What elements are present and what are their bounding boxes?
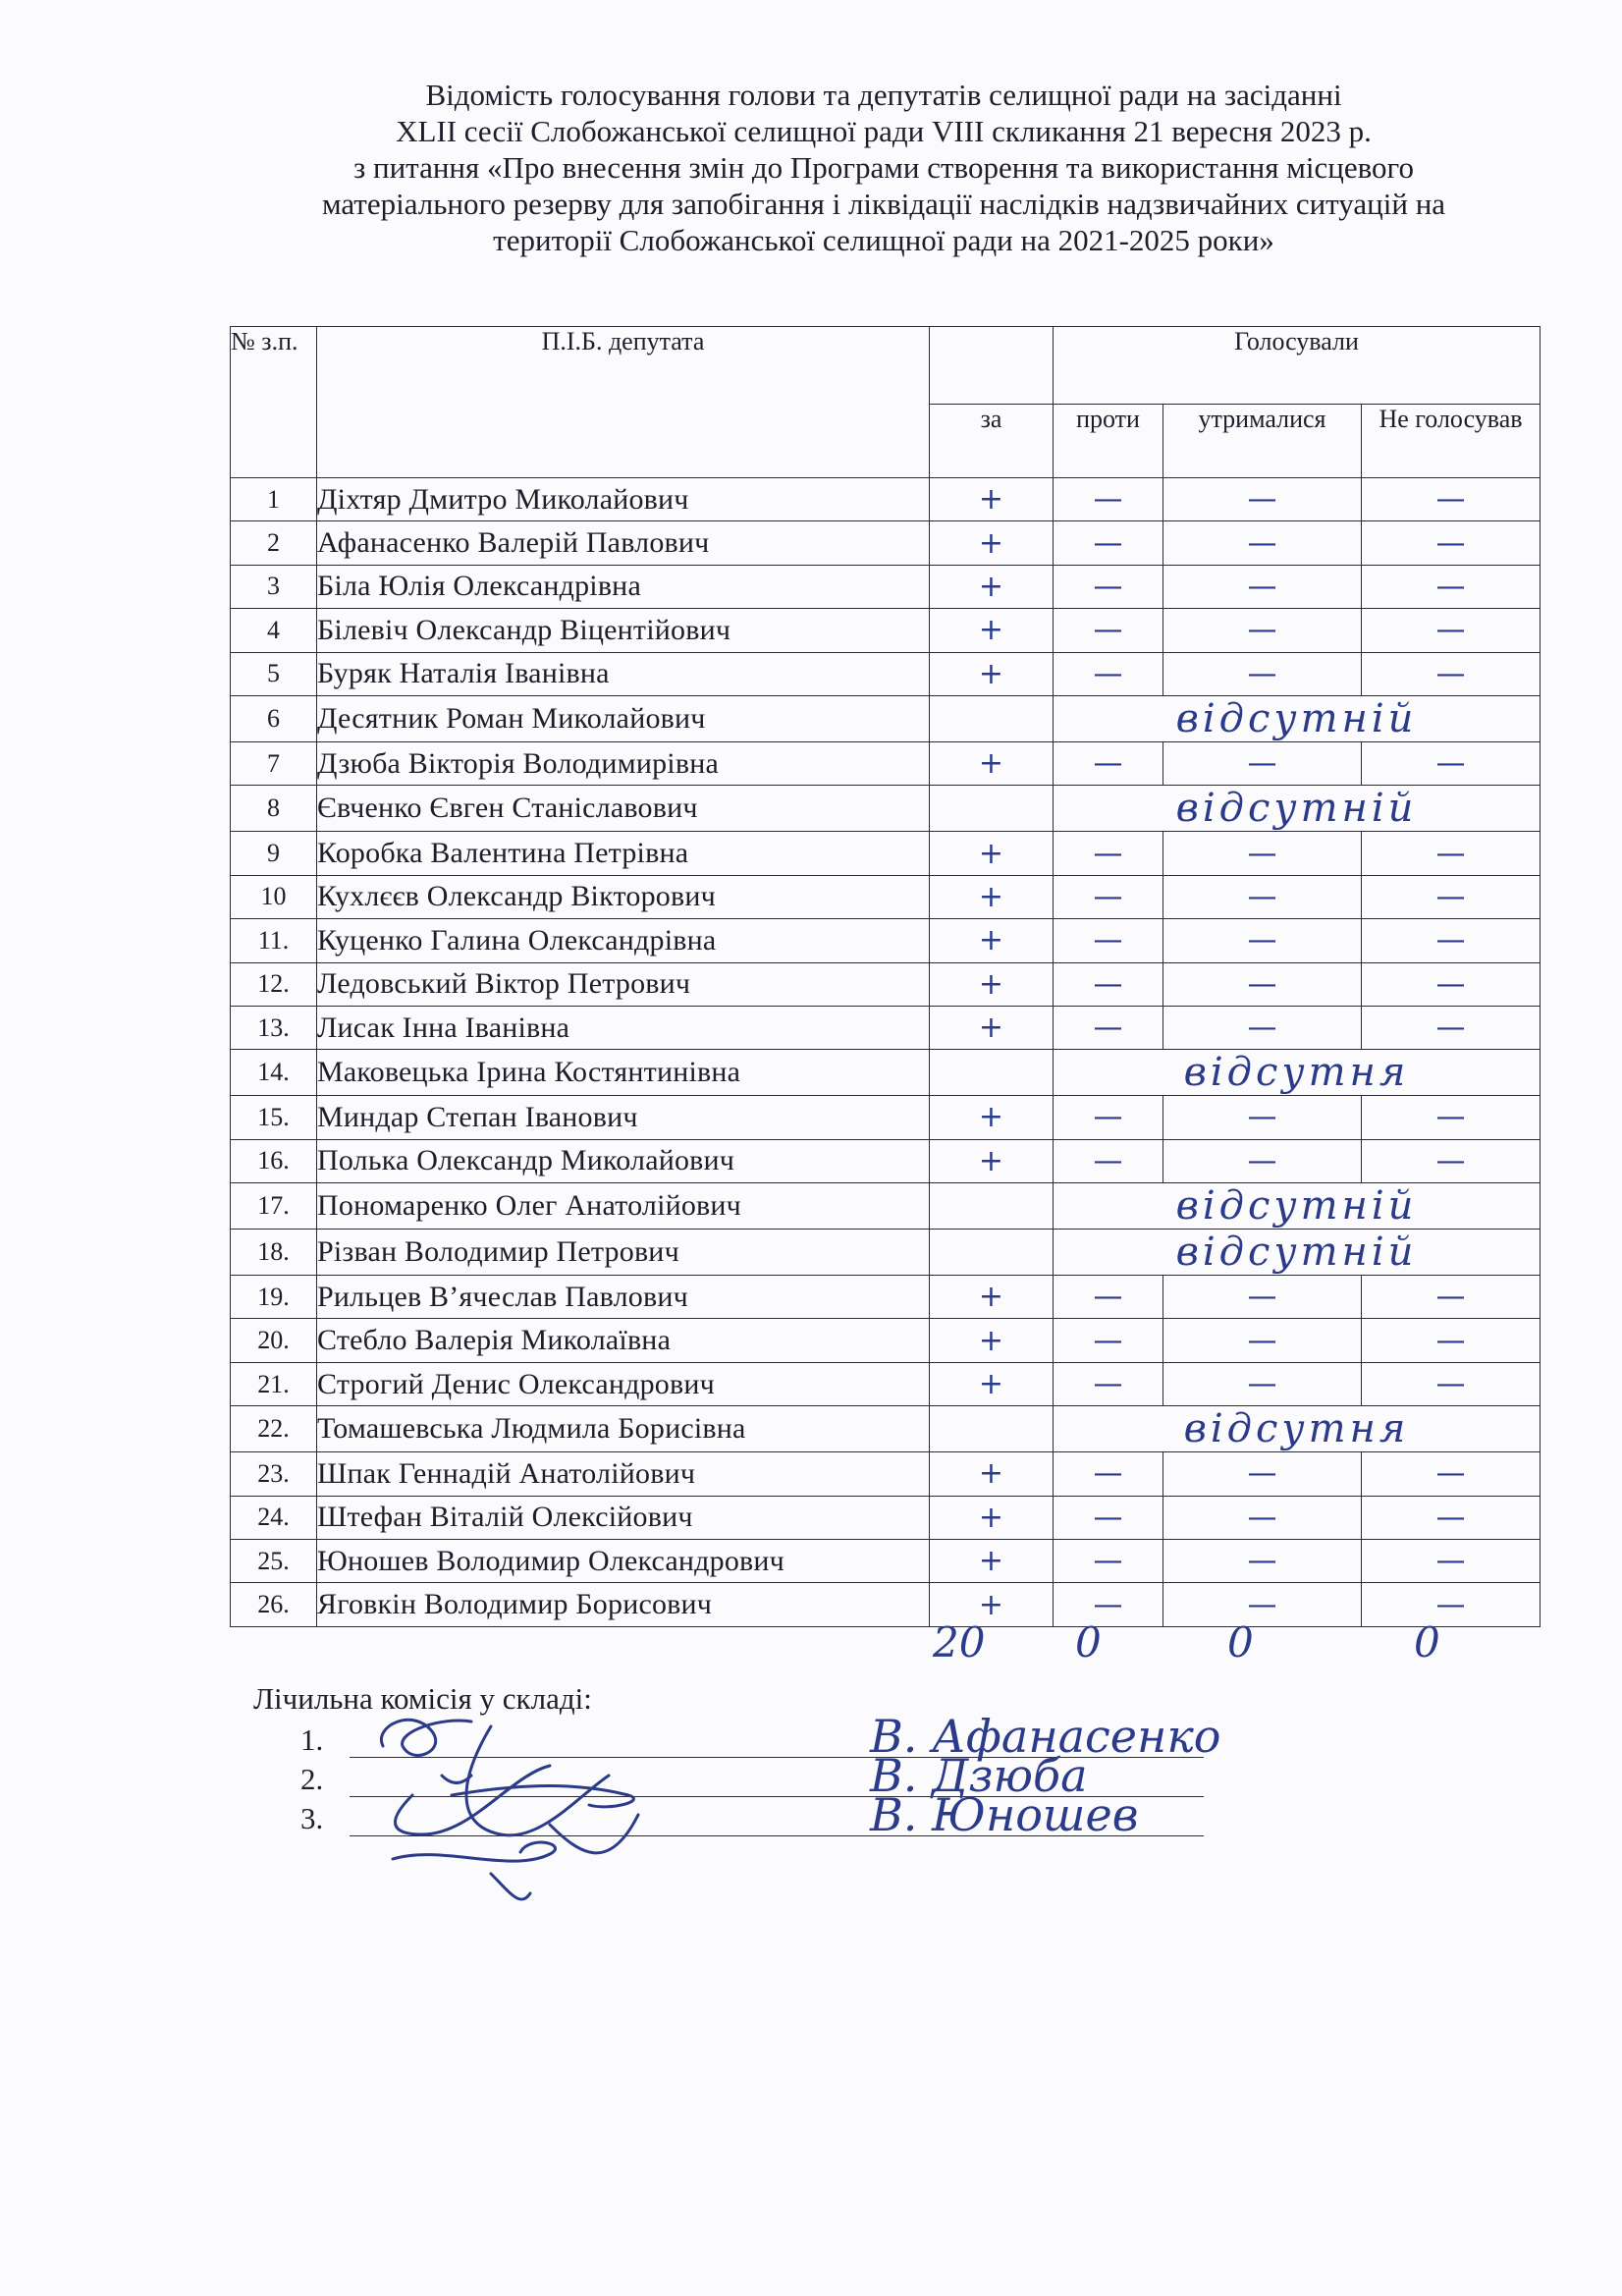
deputy-name: Миндар Степан Іванович [317,1096,930,1139]
table-row [231,1139,1541,1182]
vote-not-voted: — [1362,521,1541,565]
vote-not-voted: — [1362,609,1541,652]
member-index: 1. [300,1722,324,1757]
vote-for: + [930,832,1054,875]
table-row [231,741,1541,785]
vote-for [930,1406,1054,1452]
row-number: 13. [231,1006,317,1049]
column-header-name: П.І.Б. депутата [317,327,930,478]
table-row [231,786,1541,832]
table-row [231,1096,1541,1139]
vote-abstained: — [1163,1096,1362,1139]
deputy-name: Томашевська Людмила Борисівна [317,1406,930,1452]
vote-against: — [1054,1496,1163,1539]
table-row [231,652,1541,695]
table-row [231,565,1541,608]
vote-for: + [930,1139,1054,1182]
deputy-name: Ледовський Віктор Петрович [317,962,930,1006]
row-number: 1 [231,478,317,521]
table-row [231,875,1541,918]
deputy-name: Лисак Інна Іванівна [317,1006,930,1049]
member-name: В. Юношев [870,1788,1139,1841]
table-row [231,1362,1541,1405]
vote-for: + [930,919,1054,962]
voting-table [230,326,1541,1627]
vote-for: + [930,1006,1054,1049]
deputy-name: Буряк Наталія Іванівна [317,652,930,695]
vote-not-voted: — [1362,1276,1541,1319]
vote-abstained: — [1163,1540,1362,1583]
vote-not-voted: — [1362,565,1541,608]
vote-abstained: — [1163,478,1362,521]
vote-against: — [1054,1540,1163,1583]
deputy-name: Десятник Роман Миколайович [317,695,930,741]
table-row [231,521,1541,565]
vote-against: — [1054,1583,1163,1626]
deputy-name: Полька Олександр Миколайович [317,1139,930,1182]
total-not-voted: 0 [1414,1618,1440,1667]
deputy-name: Діхтяр Дмитро Миколайович [317,478,930,521]
row-number: 7 [231,741,317,785]
column-header-voted: Голосували [1054,327,1541,405]
vote-abstained: — [1163,1583,1362,1626]
table-row [231,1583,1541,1626]
deputy-name: Різван Володимир Петрович [317,1230,930,1276]
vote-against: — [1054,1139,1163,1182]
vote-abstained: — [1163,832,1362,875]
row-number: 24. [231,1496,317,1539]
row-number: 23. [231,1452,317,1496]
vote-for: + [930,1096,1054,1139]
member-index: 2. [300,1762,324,1796]
column-header-against: проти [1054,405,1163,478]
vote-against: — [1054,919,1163,962]
row-number: 20. [231,1319,317,1362]
vote-not-voted: — [1362,962,1541,1006]
vote-against: — [1054,1276,1163,1319]
vote-against: — [1054,1006,1163,1049]
table-row [231,919,1541,962]
vote-for: + [930,521,1054,565]
vote-abstained: — [1163,741,1362,785]
vote-for: + [930,565,1054,608]
table-row [231,695,1541,741]
vote-abstained: — [1163,1276,1362,1319]
absent-mark: відсутній [1054,695,1541,741]
row-number: 21. [231,1362,317,1405]
deputy-name: Юношев Володимир Олександрович [317,1540,930,1583]
vote-against: — [1054,741,1163,785]
vote-against: — [1054,875,1163,918]
heading-line-5: території Слобожанської селищної ради на 2021-2025 роки» [493,223,1274,257]
deputy-name: Білевіч Олександр Віцентійович [317,609,930,652]
vote-not-voted: — [1362,1496,1541,1539]
vote-for: + [930,652,1054,695]
deputy-name: Рильцев В’ячеслав Павлович [317,1276,930,1319]
column-header-not-voted: Не голосував [1362,405,1541,478]
total-abstained: 0 [1227,1618,1254,1667]
vote-abstained: — [1163,1496,1362,1539]
row-number: 9 [231,832,317,875]
deputy-name: Шпак Геннадій Анатолійович [317,1452,930,1496]
vote-against: — [1054,962,1163,1006]
vote-against: — [1054,565,1163,608]
vote-abstained: — [1163,1319,1362,1362]
vote-not-voted: — [1362,1139,1541,1182]
vote-for: + [930,875,1054,918]
table-row [231,1406,1541,1452]
deputy-name: Яговкін Володимир Борисович [317,1583,930,1626]
column-header-for: за [930,405,1054,478]
vote-not-voted: — [1362,741,1541,785]
vote-against: — [1054,609,1163,652]
heading-line-1: Відомість голосування голови та депутатів селищної ради на засіданні [425,78,1342,112]
vote-abstained: — [1163,652,1362,695]
row-number: 26. [231,1583,317,1626]
table-row [231,1050,1541,1096]
absent-mark: відсутній [1054,786,1541,832]
heading-line-4: матеріального резерву для запобігання і ліквідації наслідків надзвичайних ситуацій на [321,187,1446,221]
vote-abstained: — [1163,875,1362,918]
row-number: 12. [231,962,317,1006]
row-number: 15. [231,1096,317,1139]
vote-abstained: — [1163,521,1362,565]
vote-for: + [930,1319,1054,1362]
vote-for [930,1183,1054,1230]
vote-abstained: — [1163,1139,1362,1182]
deputy-name: Строгий Денис Олександрович [317,1362,930,1405]
vote-not-voted: — [1362,1006,1541,1049]
deputy-name: Євченко Євген Станіславович [317,786,930,832]
vote-for [930,695,1054,741]
vote-not-voted: — [1362,1319,1541,1362]
member-index: 3. [300,1801,324,1835]
row-number: 14. [231,1050,317,1096]
row-number: 4 [231,609,317,652]
vote-for: + [930,1540,1054,1583]
vote-for: + [930,741,1054,785]
row-number: 8 [231,786,317,832]
deputy-name: Стебло Валерія Миколаївна [317,1319,930,1362]
heading-line-2: XLII сесії Слобожанської селищної ради VIII скликання 21 вересня 2023 р. [396,114,1372,148]
member-name: В. Дзюба [870,1749,1088,1802]
vote-not-voted: — [1362,1362,1541,1405]
vote-for: + [930,609,1054,652]
deputy-name: Пономаренко Олег Анатолійович [317,1183,930,1230]
table-row [231,1276,1541,1319]
vote-for [930,786,1054,832]
vote-abstained: — [1163,609,1362,652]
table-row [231,1230,1541,1276]
vote-for: + [930,478,1054,521]
vote-against: — [1054,521,1163,565]
commission-title: Лічильна комісія у складі: [253,1681,592,1716]
vote-not-voted: — [1362,832,1541,875]
row-number: 17. [231,1183,317,1230]
deputy-name: Дзюба Вікторія Володимирівна [317,741,930,785]
vote-against: — [1054,1096,1163,1139]
vote-not-voted: — [1362,478,1541,521]
vote-against: — [1054,1362,1163,1405]
vote-against: — [1054,652,1163,695]
vote-against: — [1054,478,1163,521]
row-number: 5 [231,652,317,695]
vote-for: + [930,1276,1054,1319]
column-header-blank [930,327,1054,405]
vote-for: + [930,1583,1054,1626]
row-number: 3 [231,565,317,608]
absent-mark: відсутня [1054,1050,1541,1096]
table-row [231,1452,1541,1496]
vote-not-voted: — [1362,652,1541,695]
total-for: 20 [933,1618,986,1667]
vote-abstained: — [1163,919,1362,962]
deputy-name: Афанасенко Валерій Павлович [317,521,930,565]
vote-for: + [930,962,1054,1006]
vote-abstained: — [1163,1006,1362,1049]
vote-not-voted: — [1362,875,1541,918]
heading-line-3: з питання «Про внесення змін до Програми створення та використання місцевого [352,150,1414,185]
voting-table-body [231,478,1541,1627]
vote-against: — [1054,1319,1163,1362]
table-row [231,1540,1541,1583]
vote-not-voted: — [1362,1452,1541,1496]
column-header-number: № з.п. [231,327,317,478]
absent-mark: відсутній [1054,1230,1541,1276]
document-heading [196,77,1571,258]
table-row [231,609,1541,652]
handwritten-signatures [353,1687,766,1913]
vote-abstained: — [1163,1362,1362,1405]
absent-mark: відсутня [1054,1406,1541,1452]
row-number: 25. [231,1540,317,1583]
table-row [231,832,1541,875]
deputy-name: Штефан Віталій Олексійович [317,1496,930,1539]
row-number: 2 [231,521,317,565]
vote-against: — [1054,832,1163,875]
vote-for: + [930,1452,1054,1496]
deputy-name: Кухлєєв Олександр Вікторович [317,875,930,918]
vote-abstained: — [1163,1452,1362,1496]
vote-for [930,1050,1054,1096]
vote-abstained: — [1163,565,1362,608]
row-number: 11. [231,919,317,962]
total-against: 0 [1075,1618,1102,1667]
vote-for: + [930,1362,1054,1405]
deputy-name: Куценко Галина Олександрівна [317,919,930,962]
row-number: 16. [231,1139,317,1182]
column-header-abstained: утрималися [1163,405,1362,478]
deputy-name: Маковецька Ірина Костянтинівна [317,1050,930,1096]
table-row [231,962,1541,1006]
row-number: 19. [231,1276,317,1319]
table-row [231,478,1541,521]
vote-not-voted: — [1362,1096,1541,1139]
vote-against: — [1054,1452,1163,1496]
table-row [231,1496,1541,1539]
deputy-name: Коробка Валентина Петрівна [317,832,930,875]
row-number: 6 [231,695,317,741]
vote-not-voted: — [1362,1540,1541,1583]
vote-for: + [930,1496,1054,1539]
deputy-name: Біла Юлія Олександрівна [317,565,930,608]
table-row [231,1319,1541,1362]
vote-not-voted: — [1362,1583,1541,1626]
row-number: 18. [231,1230,317,1276]
table-row [231,1183,1541,1230]
table-row [231,1006,1541,1049]
vote-for [930,1230,1054,1276]
vote-not-voted: — [1362,919,1541,962]
row-number: 22. [231,1406,317,1452]
absent-mark: відсутній [1054,1183,1541,1230]
row-number: 10 [231,875,317,918]
vote-abstained: — [1163,962,1362,1006]
member-name: В. Афанасенко [870,1710,1221,1763]
